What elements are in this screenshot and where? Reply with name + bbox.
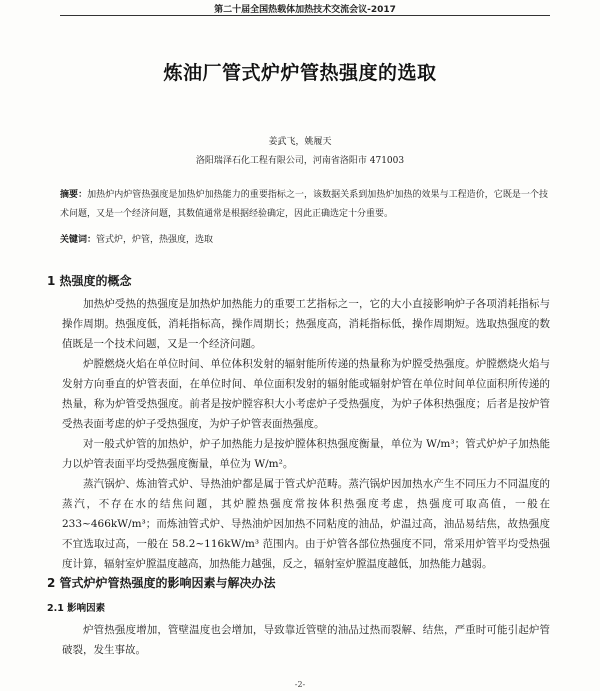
subsection-2-1-heading: 2.1 影响因素: [47, 603, 106, 614]
keywords-text: 管式炉，炉管，热强度，选取: [96, 235, 214, 245]
section-2-heading: 2 管式炉炉管热强度的影响因素与解决办法: [47, 576, 276, 590]
header-rule: [60, 15, 550, 16]
paper-title: 炼油厂管式炉炉管热强度的选取: [163, 62, 437, 84]
abstract: [60, 186, 548, 224]
paragraph: 对一般式炉管的加热炉，炉子加热能力是按炉膛体积热强度衡量，单位为 W/m³；管式炉炉子加热能力以炉管表面平均受热强度衡量，单位为 W/m²。: [62, 438, 550, 470]
page-number: -2-: [294, 680, 306, 689]
paragraph: 炉膛燃烧火焰在单位时间、单位体积发射的辐射能所传递的热量称为炉膛受热强度。炉膛燃烧火焰与发射方向垂直的炉管表面，在单位时间、单位面积发射的辐射能或辐射炉管在单位时间单位面积所传递的热量，称为炉管受热强度。前者是按炉膛容积大小考虑炉子受热强度，为炉子体积热强度；后者是按炉管受热表面考虑的炉子受热强度，为炉子炉管表面热强度。: [62, 358, 550, 430]
paragraph: 炉管热强度增加，管壁温度也会增加，导致靠近管壁的油品过热而裂解、结焦，严重时可能引起炉管破裂，发生事故。: [62, 624, 550, 656]
affiliation: 洛阳瑞泽石化工程有限公司，河南省洛阳市 471003: [195, 156, 405, 166]
keywords: [60, 232, 548, 245]
authors: 姜武飞，姚履天: [268, 137, 332, 147]
paragraph: 加热炉受热的热强度是加热炉加热能力的重要工艺指标之一，它的大小直接影响炉子各项消耗指标与操作周期。热强度低，消耗指标高，操作周期长；热强度高，消耗指标低，操作周期短。选取热强度的数值既是一个技术问题，又是一个经济问题。: [62, 298, 550, 350]
abstract-text: 加热炉内炉管热强度是加热炉加热能力的重要指标之一，该数据关系到加热炉加热的效果与工程造价，它既是一个技术问题，又是一个经济问题，其数值通常是根据经验确定，因此正确选定十分重要。: [60, 190, 548, 219]
keywords-label: 关键词：: [60, 235, 97, 245]
abstract-label: 摘要：: [60, 190, 88, 200]
paragraph: 蒸汽锅炉、炼油管式炉、导热油炉都是属于管式炉范畴。蒸汽锅炉因加热水产生不同压力不同温度的蒸汽，不存在水的结焦问题，其炉膛热强度常按体积热强度考虑，热强度可取高值，一般在 233~466kW/m³；而炼油管式炉、导热油炉因加热不同粘度的油品，炉温过高，油品易结焦，故热强度不宜选取过高，一般在 58.2~116kW/m³ 范围内。由于炉管各部位热强度不同，常采用炉管平均受热强度计算，辐射室炉膛温度越高，加热能力越强，反之，辐射室炉膛温度越低，加热能力越弱。: [62, 478, 550, 570]
section-1-heading: 1 热强度的概念: [47, 274, 132, 288]
running-header: 第二十届全国热载体加热技术交流会议-2017: [214, 5, 396, 15]
